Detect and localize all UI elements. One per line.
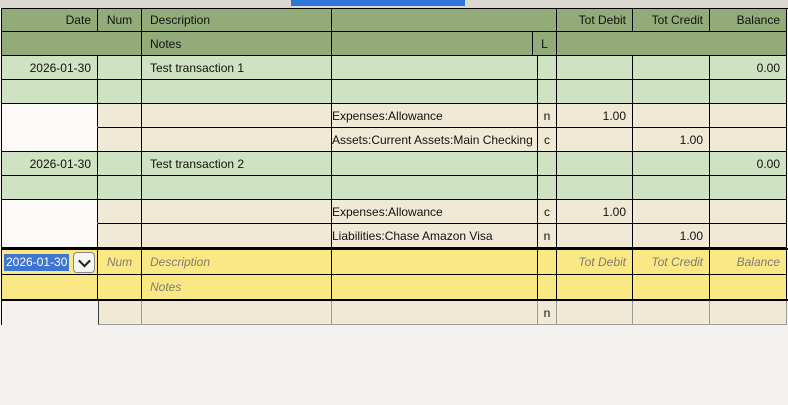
col-header-balance: Balance	[710, 9, 787, 32]
split-balance-cell	[710, 224, 787, 248]
header-row-main	[2, 9, 788, 32]
blank-cell[interactable]	[332, 80, 538, 104]
tot-credit-cell[interactable]	[633, 56, 710, 80]
window-top-strip	[0, 0, 788, 8]
description-cell[interactable]: Test transaction 1	[142, 56, 332, 80]
description-editor-cell[interactable]: Description	[142, 250, 332, 275]
balance-cell: 0.00	[710, 152, 787, 176]
split-credit-cell[interactable]	[633, 200, 710, 224]
transfer-cell[interactable]	[332, 56, 538, 80]
date-dropdown-button[interactable]	[73, 252, 95, 273]
transaction-register	[1, 8, 788, 325]
split-debit-cell[interactable]: 1.00	[557, 200, 633, 224]
tab-highlight-bar	[291, 0, 465, 6]
blank-cell[interactable]	[332, 176, 538, 200]
split-account-cell[interactable]: Expenses:Allowance	[332, 104, 538, 128]
col-header-blank2	[332, 32, 533, 56]
tot-credit-editor-cell[interactable]: Tot Credit	[633, 250, 710, 275]
blank-cell[interactable]	[538, 80, 557, 104]
split-account-cell[interactable]	[332, 301, 538, 325]
tot-debit-cell[interactable]	[557, 56, 633, 80]
tot-debit-editor-cell[interactable]: Tot Debit	[557, 250, 633, 275]
split-action-cell[interactable]	[98, 224, 142, 248]
blank-cell[interactable]	[332, 275, 538, 299]
transaction-row[interactable]	[2, 152, 788, 176]
header-row-secondary	[2, 32, 788, 56]
split-account-cell[interactable]: Expenses:Allowance	[332, 200, 538, 224]
notes-cell[interactable]	[142, 80, 332, 104]
chevron-down-icon	[78, 254, 91, 267]
col-header-tot-credit: Tot Credit	[633, 9, 710, 32]
col-header-num: Num	[98, 9, 142, 32]
split-account-cell[interactable]: Assets:Current Assets:Main Checking	[332, 128, 538, 152]
date-cell[interactable]: 2026-01-30	[2, 152, 98, 176]
split-debit-cell[interactable]	[557, 224, 633, 248]
split-credit-cell[interactable]: 1.00	[633, 224, 710, 248]
split-debit-cell[interactable]: 1.00	[557, 104, 633, 128]
split-date-gap	[2, 301, 98, 325]
reconcile-cell[interactable]	[538, 56, 557, 80]
edit-row-main[interactable]	[2, 250, 788, 275]
transfer-editor-cell[interactable]	[332, 250, 538, 275]
split-memo-cell[interactable]	[142, 301, 332, 325]
split-credit-cell[interactable]: 1.00	[633, 128, 710, 152]
split-credit-cell[interactable]	[633, 301, 710, 325]
description-cell[interactable]: Test transaction 2	[142, 152, 332, 176]
blank-cell[interactable]	[2, 80, 98, 104]
blank-cell[interactable]	[538, 275, 557, 299]
blank-cell[interactable]	[98, 275, 142, 299]
blank-cell[interactable]	[557, 176, 633, 200]
transaction-row[interactable]	[2, 56, 788, 80]
split-memo-cell[interactable]	[142, 128, 332, 152]
reconcile-cell[interactable]	[538, 152, 557, 176]
split-date-gap	[2, 200, 98, 224]
split-memo-cell[interactable]	[142, 104, 332, 128]
notes-cell[interactable]	[142, 176, 332, 200]
date-input[interactable]: 2026-01-30	[6, 254, 68, 269]
col-header-tot-debit: Tot Debit	[557, 9, 633, 32]
pending-split-row[interactable]	[2, 301, 788, 325]
blank-cell[interactable]	[633, 80, 710, 104]
split-row[interactable]	[2, 128, 788, 152]
transaction-notes-row[interactable]	[2, 80, 788, 104]
num-editor-cell[interactable]: Num	[98, 250, 142, 275]
split-reconcile-cell[interactable]: n	[538, 104, 557, 128]
blank-cell	[710, 275, 787, 299]
split-action-cell[interactable]	[98, 200, 142, 224]
split-debit-cell[interactable]	[557, 128, 633, 152]
split-memo-cell[interactable]	[142, 224, 332, 248]
split-date-gap	[2, 104, 98, 128]
blank-cell	[710, 176, 787, 200]
balance-editor-cell: Balance	[710, 250, 787, 275]
split-debit-cell[interactable]	[557, 301, 633, 325]
split-row[interactable]	[2, 224, 788, 248]
split-row[interactable]	[2, 200, 788, 224]
notes-editor-cell[interactable]: Notes	[142, 275, 332, 299]
split-action-cell[interactable]	[98, 301, 142, 325]
split-balance-cell	[710, 128, 787, 152]
split-row[interactable]	[2, 104, 788, 128]
split-reconcile-cell[interactable]: c	[538, 128, 557, 152]
split-reconcile-cell[interactable]: c	[538, 200, 557, 224]
blank-cell	[710, 80, 787, 104]
blank-cell[interactable]	[98, 80, 142, 104]
col-header-blank	[2, 32, 142, 56]
transaction-notes-row[interactable]	[2, 176, 788, 200]
split-credit-cell[interactable]	[633, 104, 710, 128]
split-reconcile-cell[interactable]: n	[538, 301, 557, 325]
reconcile-editor-cell[interactable]	[538, 250, 557, 275]
new-transaction-edit-block	[2, 248, 788, 301]
col-header-l: L	[533, 32, 557, 56]
col-header-transfer	[332, 9, 557, 32]
col-header-notes: Notes	[142, 32, 332, 56]
split-action-cell[interactable]	[98, 104, 142, 128]
split-date-gap	[2, 224, 98, 248]
balance-cell: 0.00	[710, 56, 787, 80]
edit-row-notes[interactable]	[2, 275, 788, 299]
col-header-blank3	[557, 32, 787, 56]
tot-credit-cell[interactable]	[633, 152, 710, 176]
blank-cell[interactable]	[633, 176, 710, 200]
split-memo-cell[interactable]	[142, 200, 332, 224]
split-balance-cell	[710, 200, 787, 224]
col-header-date: Date	[2, 9, 98, 32]
split-reconcile-cell[interactable]: n	[538, 224, 557, 248]
split-account-cell[interactable]: Liabilities:Chase Amazon Visa	[332, 224, 538, 248]
blank-cell[interactable]	[633, 275, 710, 299]
blank-cell[interactable]	[557, 80, 633, 104]
blank-cell[interactable]	[2, 275, 98, 299]
blank-cell[interactable]	[98, 176, 142, 200]
date-editor-cell[interactable]	[2, 250, 98, 275]
col-header-description: Description	[142, 9, 332, 32]
date-cell[interactable]: 2026-01-30	[2, 56, 98, 80]
split-action-cell[interactable]	[98, 128, 142, 152]
num-cell[interactable]	[98, 152, 142, 176]
num-cell[interactable]	[98, 56, 142, 80]
blank-cell[interactable]	[538, 176, 557, 200]
blank-cell[interactable]	[2, 176, 98, 200]
blank-cell[interactable]	[557, 275, 633, 299]
split-balance-cell	[710, 301, 787, 325]
transfer-cell[interactable]	[332, 152, 538, 176]
split-balance-cell	[710, 104, 787, 128]
split-date-gap	[2, 128, 98, 152]
tot-debit-cell[interactable]	[557, 152, 633, 176]
